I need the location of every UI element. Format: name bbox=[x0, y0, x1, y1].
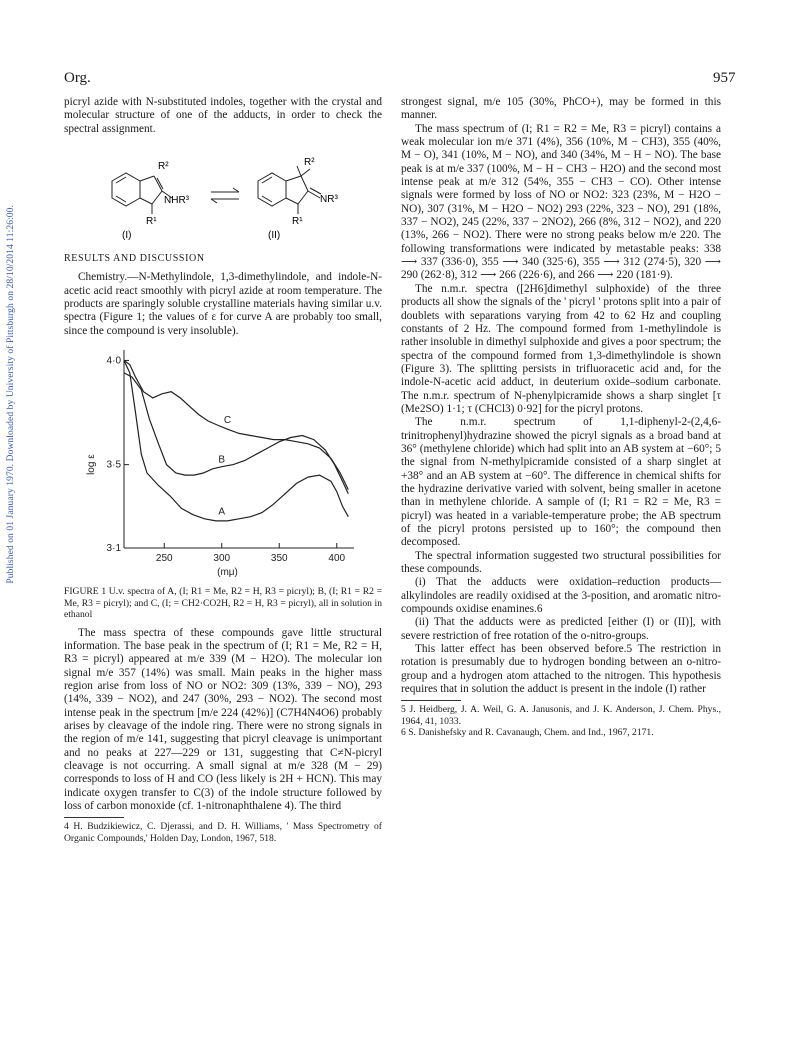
nmr-paragraph: The n.m.r. spectra ([2H6]dimethyl sulphoxide) of the three products all show the signals of the ' picryl ' protons split into a pair of doublets with separations varying from 42 to 62 Hz and coupling constants of 2 Hz. The compound formed from 1-methylindole is rather insoluble in dimethyl sulphoxide and gives a poor spectrum; the spectra of the compound formed from 1,3-dimethylindole is shown (Figure 3). The splitting persists in trifluoracetic acid and, for the indole-N-acetic acid adduct, in deuterium oxide–sodium carbonate. The n.m.r. spectrum of N-phenylpicramide shows a sharp singlet [τ (Me2SO) 1·1; τ (CHCl3) 0·92] for the picryl protons. bbox=[401, 282, 721, 415]
r1-label-right: R¹ bbox=[292, 216, 303, 228]
intro-paragraph: picryl azide with N-substituted indoles, together with the crystal and molecular structure of one of the adducts, in order to check the spectral assignment. bbox=[64, 96, 382, 135]
footnote-rule-right bbox=[401, 700, 461, 701]
nmr-hydrazine-paragraph: The n.m.r. spectrum of 1,1-diphenyl-2-(2,4,6-trinitrophenyl)hydrazine showed the picryl signals as a broad band at 36° (methylene chloride) which had split into an AB system at −60°; 5 the signal from N-methylpicramide consisted of a sharp singlet at +38° and an AB system at −60°. The difference in chemical shifts for the hydrazine derivative varied with solvent, being smaller in acetone than in methylene chloride. A sample of (I; R1 = R2 = Me, R3 = picryl) was heated in a variable-temperature probe; the AB spectrum of the picryl protons persisted up to 160°; the compound then decomposed. bbox=[401, 416, 721, 549]
x-tick-label: 300 bbox=[213, 553, 231, 565]
r1-label-left: R¹ bbox=[146, 216, 157, 228]
nr3-label: NR³ bbox=[320, 194, 338, 206]
y-tick-label: 4·0 bbox=[106, 355, 121, 367]
structure-label-i: (I) bbox=[122, 230, 132, 242]
x-tick-label: 350 bbox=[270, 553, 288, 565]
series-label-a: A bbox=[218, 506, 226, 518]
footnote-4: 4 H. Budzikiewicz, C. Djerassi, and D. H. Williams, ' Mass Spectrometry of Organic Compounds,' Holden Day, London, 1967, 518. bbox=[64, 821, 382, 844]
uv-spectra-figure bbox=[64, 338, 382, 586]
mass-spectra-paragraph: The mass spectra of these compounds gave little structural information. The base peak in the spectrum of (I; R1 = Me, R2 = H, R3 = picryl) appeared at m/e 339 (M − H2O). The molecular ion signal m/e 357 (14%) was small. Main peaks in the higher mass region arise from loss of NO or NO2: 309 (13%, 339 − NO), 293 (14%, 339 − NO2), and 247 (30%, 293 − NO2). The second most intense peak in the spectrum [m/e 224 (42%)] (C7H4N4O6) probably arises by cleavage of the indole ring. There were no strong signals in the region of m/e 141, suggesting that picryl cleavage is unimportant and no peaks at 227—229 or 131, suggesting that C≠N-picryl cleavage is not occurring. A small signal at m/e 328 (M − 29) corresponds to loss of H and CO (less likely is 2H + HCN). This may indicate oxygen transfer to C(3) of the indole structure followed by loss of carbon monoxide (cf. 1-nitronaphthalene 4). The third bbox=[64, 626, 382, 813]
chemistry-paragraph: Chemistry.—N-Methylindole, 1,3-dimethylindole, and indole-N-acetic acid react smoothly with picryl azide at room temperature. The products are sparingly soluble crystalline materials having similar u.v. spectra (Figure 1; the values of ε for curve A are probably too small, since the compound is very insoluble). bbox=[64, 271, 382, 337]
structure-drawing bbox=[64, 136, 382, 244]
possibility-ii-paragraph: (ii) That the adducts were as predicted [either (I) or (II)], with severe restriction of free rotation of the o-nitro-groups. bbox=[401, 616, 721, 642]
download-watermark: Published on 01 January 1970. Downloaded by University of Pittsburgh on 28/10/2014 11:26:00. bbox=[6, 205, 16, 584]
paragraph-continuation: strongest signal, m/e 105 (30%, PhCO+), may be formed in this manner. bbox=[401, 96, 721, 122]
x-axis-label: (mμ) bbox=[217, 567, 238, 579]
restriction-paragraph: This latter effect has been observed before.5 The restriction in rotation is presumably due to hydrogen bonding between an o-nitro-group and a hydrogen atom attached to the nitrogen. This hypothesis requires that in solution the adduct is present in the indole (I) rather bbox=[401, 643, 721, 696]
structural-possibilities-paragraph: The spectral information suggested two structural possibilities for these compounds. bbox=[401, 549, 721, 576]
structure-scheme bbox=[64, 136, 382, 244]
structure-label-ii: (II) bbox=[268, 230, 281, 242]
y-tick-label: 3·1 bbox=[106, 543, 121, 555]
y-axis-label: log ε bbox=[86, 454, 97, 476]
left-column bbox=[64, 96, 382, 844]
mass-spectrum-paragraph: The mass spectrum of (I; R1 = R2 = Me, R3 = picryl) contains a weak molecular ion m/e 371 (4%), 356 (10%, M − CH3), 355 (40%, M − O), 341 (10%, M − NO), and 340 (34%, M − H − NO). The base peak is at m/e 337 (100%, M − H − CH3 − H2O) and the second most intense peak at m/e 312 (54%, 355 − CH3 − CO). Other intense signals were formed by loss of NO or NO2: 323 (23%, M − H2O − NO), 307 (31%, M − H2O − NO2) 293 (22%, 323 − NO), 291 (18%, 337 − NO2), 245 (22%, 337 − 2NO2), 266 (8%, 312 − NO2), and 220 (13%, 266 − NO2). There were no strong peaks below m/e 220. The following transformations were indicated by metastable peaks: 338 ⟶ 337 (336·0), 355 ⟶ 340 (325·6), 355 ⟶ 312 (274·5), 320 ⟶ 290 (262·8), 312 ⟶ 266 (226·6), and 266 ⟶ 220 (181·9). bbox=[401, 122, 721, 282]
x-tick-label: 250 bbox=[155, 553, 173, 565]
footnote-rule bbox=[64, 817, 124, 818]
journal-section: Org. bbox=[64, 70, 91, 86]
r2-label-right: R² bbox=[304, 157, 315, 169]
x-tick-label: 400 bbox=[328, 553, 346, 565]
footnote-6: 6 S. Danishefsky and R. Cavanaugh, Chem. and Ind., 1967, 2171. bbox=[401, 727, 654, 739]
possibility-i-paragraph: (i) That the adducts were oxidation–reduction products—alkylindoles are readily oxidised at the 3-position, and aromatic nitro-compounds oxidise enamines.6 bbox=[401, 576, 721, 616]
figure-caption: FIGURE 1 U.v. spectra of A, (I; R1 = Me, R2 = H, R3 = picryl); B, (I; R1 = R2 = Me, R3 = picryl); and C, (I; = CH2·CO2H, R2 = H, R3 = picryl), all in solution in ethanol bbox=[64, 586, 382, 621]
nhr3-label: NHR³ bbox=[164, 195, 189, 207]
r2-label-left: R² bbox=[158, 161, 169, 173]
footnote-5: 5 J. Heidberg, J. A. Weil, G. A. Janusonis, and J. K. Anderson, J. Chem. Phys., 1964, 41, 1033. bbox=[401, 704, 721, 727]
series-label-b: B bbox=[218, 454, 226, 466]
series-line-c bbox=[124, 360, 348, 489]
page-number: 957 bbox=[713, 70, 736, 86]
uv-spectra-chart bbox=[64, 338, 382, 586]
y-tick-label: 3·5 bbox=[106, 459, 121, 471]
section-heading: RESULTS AND DISCUSSION bbox=[64, 253, 205, 265]
series-label-c: C bbox=[223, 415, 232, 427]
right-column bbox=[401, 96, 721, 739]
